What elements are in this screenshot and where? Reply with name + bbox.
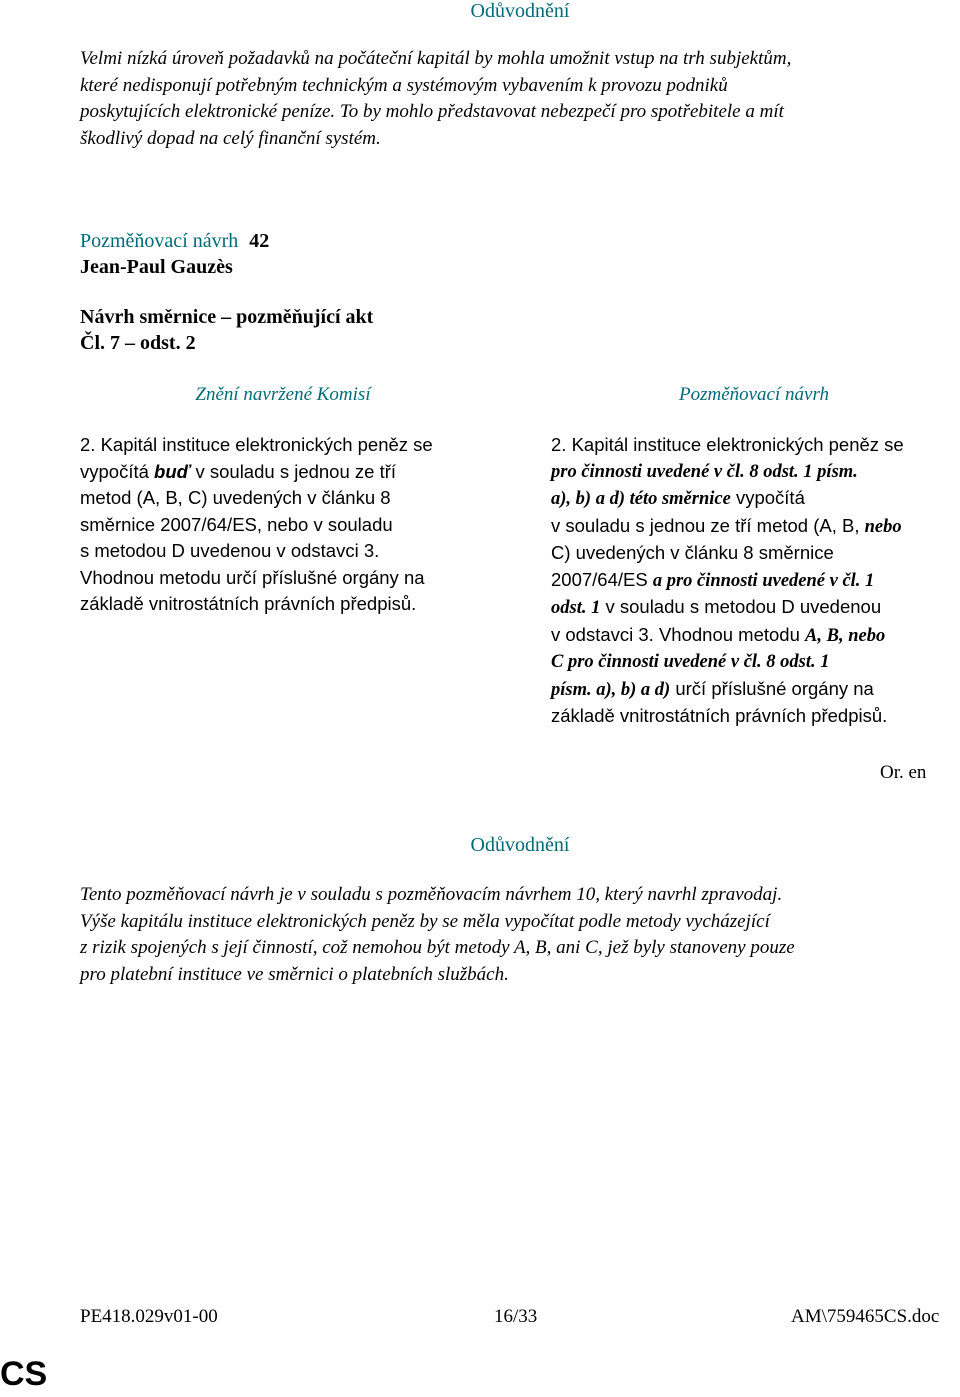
amendment-title [80, 230, 269, 253]
amendment-number: 42 [249, 230, 270, 252]
text-line: v odstavci 3. Vhodnou metodu A, B, nebo [551, 623, 886, 646]
left-column-header: Znění navržené Komisí [195, 384, 371, 405]
proposal-type: Návrh směrnice – pozměňující akt [80, 306, 374, 328]
text-line: a), b) a d) této směrnice vypočítá [551, 487, 805, 509]
text-line: vypočítá buď v souladu s jednou ze tří [80, 460, 397, 482]
text-line: směrnice 2007/64/ES, nebo v souladu [80, 513, 393, 535]
footer-file-name: AM\759465CS.doc [791, 1306, 940, 1327]
original-language: Or. en [880, 762, 927, 783]
justification-line: které nedisponují potřebným technickým a systémovým vybavením k provozu podniků [80, 74, 728, 96]
deleted-word: buď [154, 460, 191, 482]
text-line: 2. Kapitál instituce elektronických peněz se [551, 434, 904, 455]
text-line: metod (A, B, C) uvedených v článku 8 [80, 487, 391, 508]
article-reference: Čl. 7 – odst. 2 [80, 332, 196, 354]
commission-text [80, 432, 500, 618]
amendment-author: Jean-Paul Gauzès [80, 256, 233, 278]
text-line: pro činnosti uvedené v čl. 8 odst. 1 písm. [551, 461, 858, 482]
text-line: odst. 1 v souladu s metodou D uvedenou [551, 596, 882, 618]
justification-line: Velmi nízká úroveň požadavků na počáteční kapitál by mohla umožnit vstup na trh subjektům, [80, 48, 792, 69]
text-line: s metodou D uvedenou v odstavci 3. [80, 540, 380, 561]
justification-text [80, 46, 950, 152]
amendment-text [551, 432, 956, 730]
justification-line: poskytujících elektronické peníze. To by mohlo představovat nebezpečí pro spotřebitele a mít [80, 101, 784, 122]
right-column-header: Pozměňovací návrh [678, 384, 830, 405]
text-line: C pro činnosti uvedené v čl. 8 odst. 1 [551, 652, 830, 672]
justification-line: Výše kapitálu instituce elektronických peněz by se měla vypočítat podle metody vycházející [80, 910, 770, 932]
language-code: CS [0, 1355, 48, 1393]
text-line: v souladu s jednou ze tří metod (A, B, nebo [551, 514, 902, 537]
text-line: základě vnitrostátních právních předpisů. [80, 593, 417, 614]
justification-text [80, 882, 955, 988]
text-line: základě vnitrostátních právních předpisů. [551, 705, 888, 726]
justification-heading: Odůvodnění [470, 0, 570, 22]
text-line: Vhodnou metodu určí příslušné orgány na [80, 566, 425, 588]
text-line: C) uvedených v článku 8 směrnice [551, 542, 834, 563]
amendment-label: Pozměňovací návrh [80, 230, 239, 252]
justification-line: z rizik spojených s její činností, což nemohou být metody A, B, ani C, jež byly stanoveny pouze [80, 937, 795, 958]
text-line: písm. a), b) a d) určí příslušné orgány na [551, 677, 874, 700]
justification-line: Tento pozměňovací návrh je v souladu s pozměňovacím návrhem 10, který navrhl zpravodaj. [80, 884, 783, 905]
footer-page-number: 16/33 [494, 1306, 538, 1327]
text-line: 2. Kapitál instituce elektronických peněz se [80, 434, 433, 455]
justification-line: pro platební instituce ve směrnici o platebních službách. [80, 963, 509, 985]
justification-heading: Odůvodnění [470, 834, 570, 856]
footer-doc-ref: PE418.029v01-00 [80, 1306, 218, 1327]
text-line: 2007/64/ES a pro činnosti uvedené v čl. 1 [551, 568, 875, 591]
justification-line: škodlivý dopad na celý finanční systém. [80, 127, 381, 149]
